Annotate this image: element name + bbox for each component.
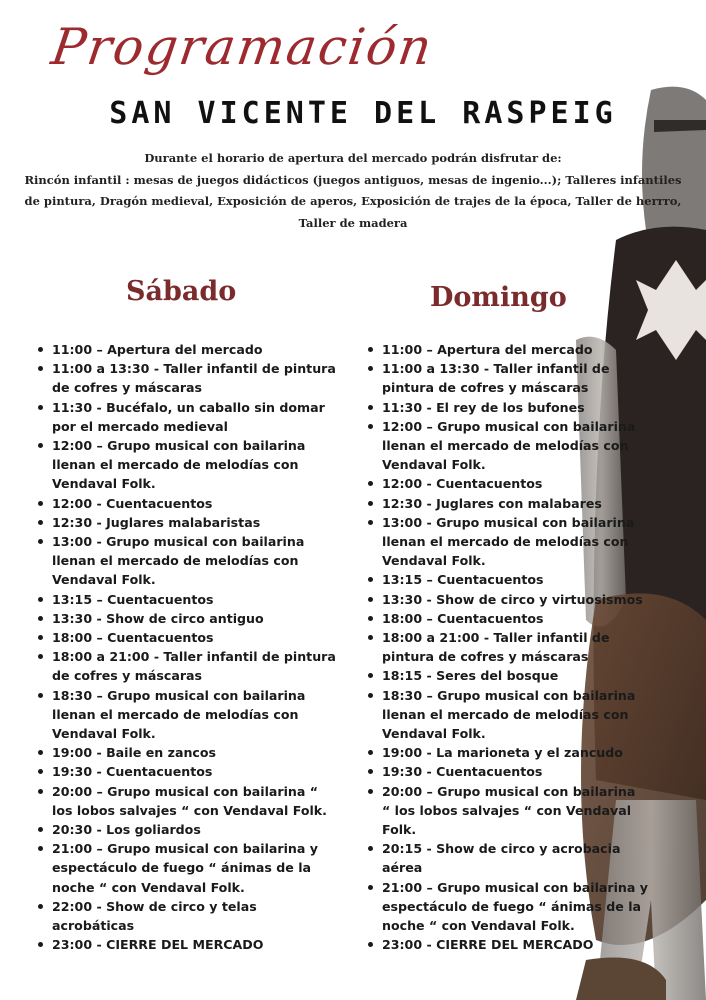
schedule-item: 23:00 - CIERRE DEL MERCADO bbox=[38, 935, 338, 954]
schedule-item: 12:30 - Juglares con malabares bbox=[368, 494, 648, 513]
schedule-item: 13:30 - Show de circo y virtuosismos bbox=[368, 590, 648, 609]
schedule-item: 11:00 – Apertura del mercado bbox=[38, 340, 338, 359]
saturday-heading: Sábado bbox=[126, 276, 237, 307]
schedule-item: 12:30 - Juglares malabaristas bbox=[38, 513, 338, 532]
schedule-item: 19:30 - Cuentacuentos bbox=[38, 762, 338, 781]
schedule-item: 21:00 – Grupo musical con bailarina y espectáculo de fuego “ ánimas de la noche “ con Vendaval Folk. bbox=[368, 878, 648, 936]
schedule-item: 13:15 – Cuentacuentos bbox=[368, 570, 648, 589]
schedule-item: 12:00 – Grupo musical con bailarina llenan el mercado de melodías con Vendaval Folk. bbox=[368, 417, 648, 475]
schedule-item: 20:00 – Grupo musical con bailarina “ los lobos salvajes “ con Vendaval Folk. bbox=[368, 782, 648, 840]
schedule-item: 23:00 - CIERRE DEL MERCADO bbox=[368, 935, 648, 954]
schedule-item: 13:15 – Cuentacuentos bbox=[38, 590, 338, 609]
schedule-item: 18:00 – Cuentacuentos bbox=[368, 609, 648, 628]
page-title: SAN VICENTE DEL RASPEIG bbox=[109, 96, 617, 131]
schedule-item: 18:15 - Seres del bosque bbox=[368, 666, 648, 685]
schedule-item: 13:00 - Grupo musical con bailarina llenan el mercado de melodías con Vendaval Folk. bbox=[368, 513, 648, 571]
schedule-item: 18:30 – Grupo musical con bailarina llenan el mercado de melodías con Vendaval Folk. bbox=[368, 686, 648, 744]
sunday-schedule bbox=[368, 340, 648, 955]
schedule-item: 12:00 - Cuentacuentos bbox=[368, 474, 648, 493]
schedule-item: 11:00 a 13:30 - Taller infantil de pintura de cofres y máscaras bbox=[38, 359, 338, 397]
schedule-item: 20:30 - Los goliardos bbox=[38, 820, 338, 839]
schedule-item: 18:30 – Grupo musical con bailarina llenan el mercado de melodías con Vendaval Folk. bbox=[38, 686, 338, 744]
schedule-item: 11:30 - El rey de los bufones bbox=[368, 398, 648, 417]
schedule-item: 20:00 – Grupo musical con bailarina “ los lobos salvajes “ con Vendaval Folk. bbox=[38, 782, 338, 820]
script-title: Programación bbox=[47, 18, 437, 76]
schedule-item: 18:00 – Cuentacuentos bbox=[38, 628, 338, 647]
schedule-item: 11:30 - Bucéfalo, un caballo sin domar por el mercado medieval bbox=[38, 398, 338, 436]
intro-text bbox=[20, 148, 686, 234]
schedule-item: 19:00 - Baile en zancos bbox=[38, 743, 338, 762]
intro-line: Durante el horario de apertura del mercado podrán disfrutar de: bbox=[144, 151, 562, 165]
schedule-item: 18:00 a 21:00 - Taller infantil de pintura de cofres y máscaras bbox=[38, 647, 338, 685]
schedule-item: 22:00 - Show de circo y telas acrobáticas bbox=[38, 897, 338, 935]
intro-line: Rincón infantil : mesas de juegos didácticos (juegos antiguos, mesas de ingenio...); Talleres infantiles bbox=[24, 172, 682, 187]
intro-line: de pintura, Dragón medieval, Exposición de aperos, Exposición de trajes de la época, Taller de herrro, bbox=[24, 194, 682, 208]
intro-line: Taller de madera bbox=[298, 215, 408, 230]
schedule-item: 13:00 - Grupo musical con bailarina llenan el mercado de melodías con Vendaval Folk. bbox=[38, 532, 338, 590]
schedule-item: 21:00 – Grupo musical con bailarina y espectáculo de fuego “ ánimas de la noche “ con Vendaval Folk. bbox=[38, 839, 338, 897]
saturday-schedule bbox=[38, 340, 338, 955]
schedule-item: 20:15 - Show de circo y acrobacia aérea bbox=[368, 839, 648, 877]
schedule-item: 12:00 - Cuentacuentos bbox=[38, 494, 338, 513]
sunday-heading: Domingo bbox=[430, 282, 567, 313]
schedule-item: 11:00 a 13:30 - Taller infantil de pintura de cofres y máscaras bbox=[368, 359, 648, 397]
schedule-item: 19:00 - La marioneta y el zancudo bbox=[368, 743, 648, 762]
schedule-item: 18:00 a 21:00 - Taller infantil de pintura de cofres y máscaras bbox=[368, 628, 648, 666]
schedule-item: 19:30 - Cuentacuentos bbox=[368, 762, 648, 781]
schedule-item: 12:00 – Grupo musical con bailarina llenan el mercado de melodías con Vendaval Folk. bbox=[38, 436, 338, 494]
schedule-item: 11:00 – Apertura del mercado bbox=[368, 340, 648, 359]
schedule-item: 13:30 - Show de circo antiguo bbox=[38, 609, 338, 628]
